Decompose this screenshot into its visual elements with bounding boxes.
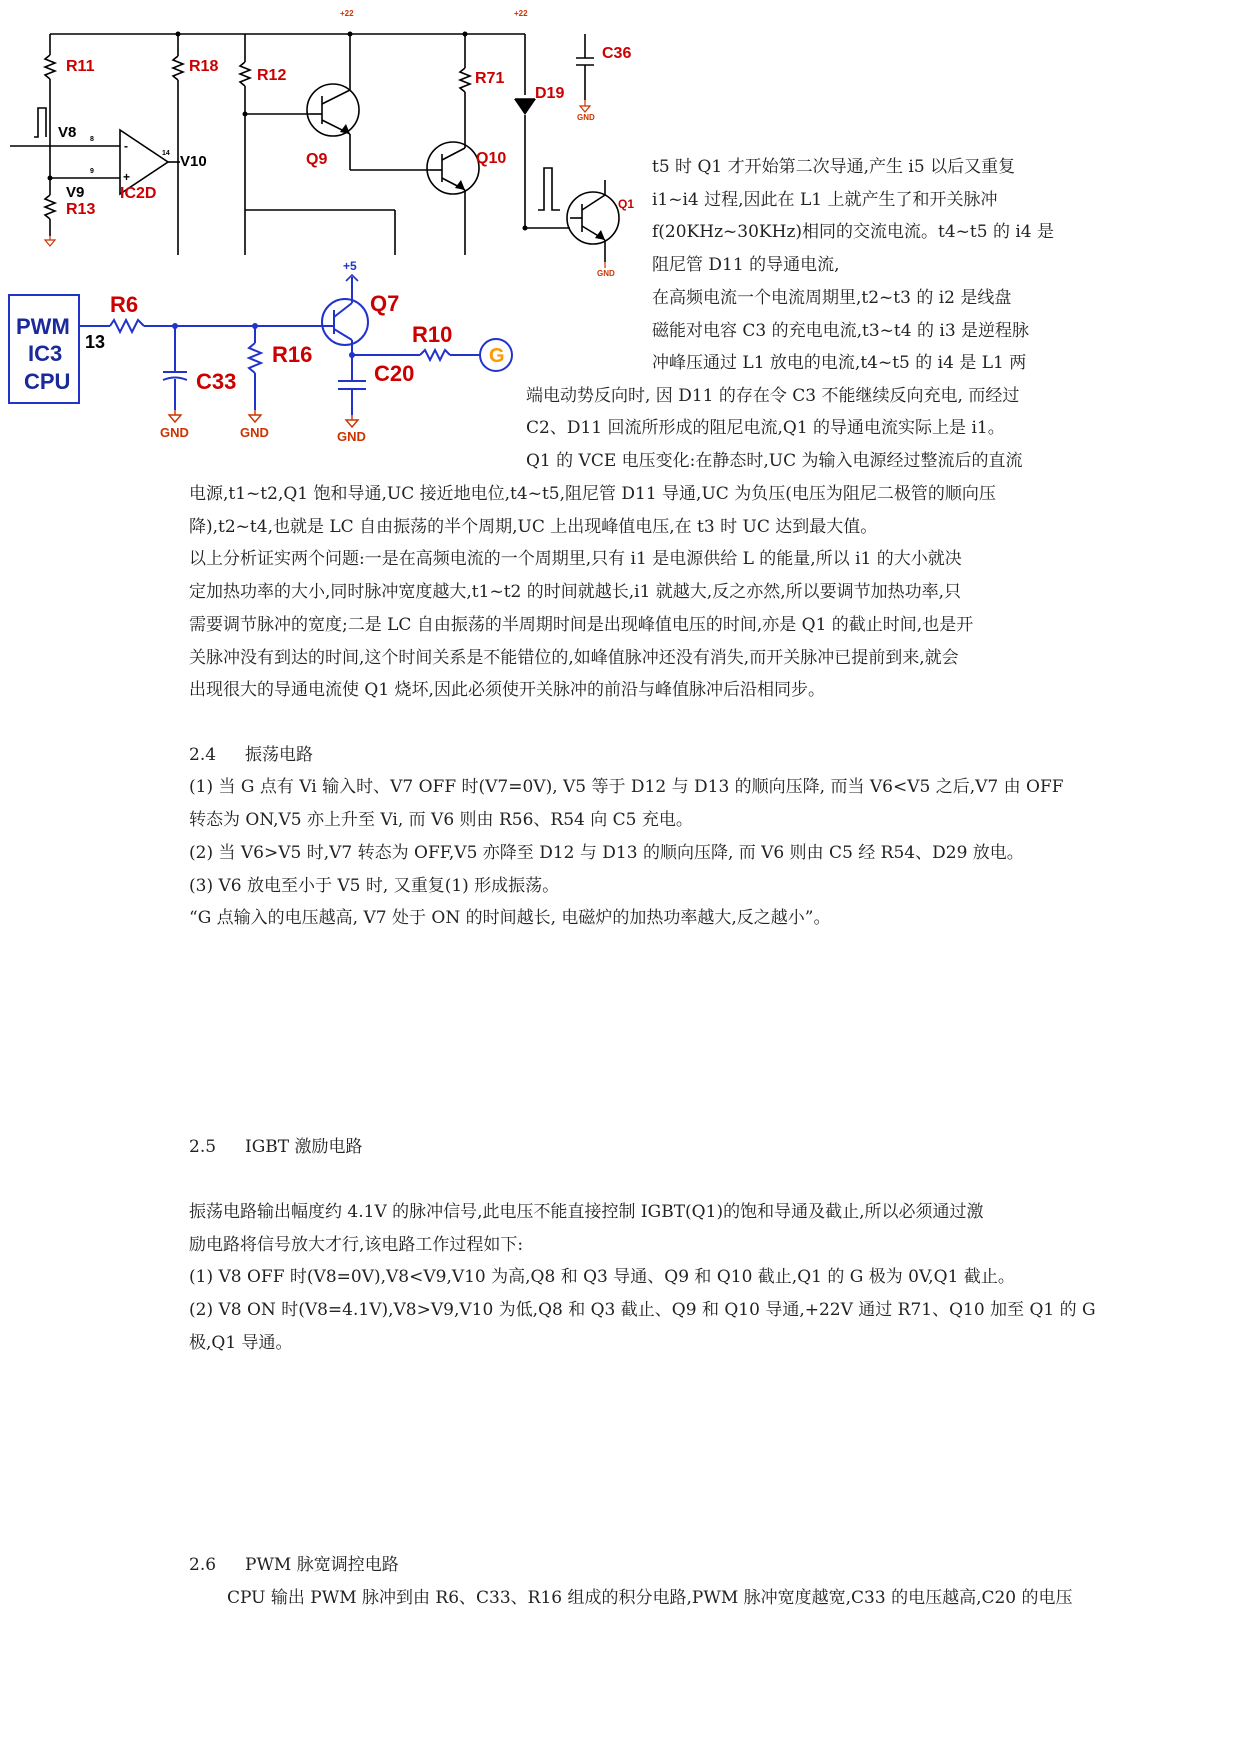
gnd-label-c20: GND — [337, 429, 366, 444]
r13-label: R13 — [66, 201, 96, 218]
text-line: 极,Q1 导通。 — [189, 1333, 293, 1353]
pwm-circuit-schematic — [0, 255, 528, 465]
text-line: (2) 当 V6>V5 时,V7 转态为 OFF,V5 亦降至 D12 与 D13 的顺向压降, 而 V6 则由 C5 经 R54、D29 放电。 — [189, 843, 1024, 863]
c20-label: C20 — [374, 361, 415, 386]
text-line: 磁能对电容 C3 的充电电流,t3~t4 的 i3 是逆程脉 — [652, 321, 1030, 341]
text-line: f(20KHz~30KHz)相同的交流电流。t4~t5 的 i4 是 — [652, 222, 1055, 242]
text-line: 降),t2~t4,也就是 LC 自由振荡的半个周期,UC 上出现峰值电压,在 t3 时 UC 达到最大值。 — [189, 517, 878, 537]
q1-label: Q1 — [618, 197, 635, 211]
section-heading-2-5 — [189, 1137, 363, 1157]
section-title: 振荡电路 — [245, 745, 313, 765]
section-number: 2.6 — [189, 1555, 217, 1575]
opamp-pin-14: 14 — [162, 150, 170, 157]
supply-22v-label-1: +22 — [340, 9, 354, 18]
text-line: “G 点输入的电压越高, V7 处于 ON 的时间越长, 电磁炉的加热功率越大,反之越小”。 — [189, 908, 831, 928]
ic2d-label: IC2D — [120, 185, 157, 202]
text-line: 在高频电流一个电流周期里,t2~t3 的 i2 是线盘 — [652, 288, 1012, 308]
text-line: i1~i4 过程,因此在 L1 上就产生了和开关脉冲 — [652, 190, 998, 210]
opamp-plus: + — [123, 170, 131, 184]
v8-label: V8 — [58, 124, 77, 141]
section-number: 2.5 — [189, 1137, 217, 1157]
q7-label: Q7 — [370, 291, 400, 316]
text-line: 转态为 ON,V5 亦上升至 Vi, 而 V6 则由 R56、R54 向 C5 充电。 — [189, 810, 693, 830]
opamp-pin-8: 8 — [90, 136, 94, 143]
gnd-label-c36: GND — [577, 113, 595, 122]
supply-5v-label: +5 — [343, 259, 357, 273]
section-title: PWM 脉宽调控电路 — [245, 1555, 399, 1575]
r10-label: R10 — [412, 322, 453, 347]
q10-label: Q10 — [476, 150, 507, 167]
text-line: 电源,t1~t2,Q1 饱和导通,UC 接近地电位,t4~t5,阻尼管 D11 导通,UC 为负压(电压为阻尼二极管的顺向压 — [189, 484, 996, 504]
text-line: t5 时 Q1 才开始第二次导通,产生 i5 以后又重复 — [652, 157, 1016, 177]
section-heading-2-4 — [189, 745, 313, 765]
text-line: 端电动势反向时, 因 D11 的存在令 C3 不能继续反向充电, 而经过 — [526, 386, 1020, 406]
r71-label: R71 — [475, 70, 505, 87]
r11-label: R11 — [66, 58, 95, 75]
r12-label: R12 — [257, 67, 287, 84]
q9-label: Q9 — [306, 151, 328, 168]
text-line: CPU 输出 PWM 脉冲到由 R6、C33、R16 组成的积分电路,PWM 脉冲宽度越宽,C33 的电压越高,C20 的电压 — [227, 1588, 1073, 1608]
pwm-label: PWM — [16, 314, 70, 339]
text-line: Q1 的 VCE 电压变化:在静态时,UC 为输入电源经过整流后的直流 — [526, 451, 1023, 471]
text-line: (1) 当 G 点有 Vi 输入时、V7 OFF 时(V7=0V), V5 等于 D12 与 D13 的顺向压降, 而当 V6<V5 之后,V7 由 OFF — [189, 777, 1064, 797]
pin-13-label: 13 — [85, 332, 106, 352]
c36-label: C36 — [602, 45, 632, 62]
g-node-label: G — [489, 345, 505, 367]
text-line: 振荡电路输出幅度约 4.1V 的脉冲信号,此电压不能直接控制 IGBT(Q1)的饱和导通及截止,所以必须通过激 — [189, 1202, 984, 1222]
text-line: (2) V8 ON 时(V8=4.1V),V8>V9,V10 为低,Q8 和 Q3 截止、Q9 和 Q10 导通,+22V 通过 R71、Q10 加至 Q1 的 G — [189, 1300, 1096, 1320]
ic3-label: IC3 — [28, 341, 63, 366]
r6-label: R6 — [110, 292, 139, 317]
gnd-label-r16: GND — [240, 425, 269, 440]
gnd-label-q1: GND — [597, 269, 615, 278]
text-line: 冲峰压通过 L1 放电的电流,t4~t5 的 i4 是 L1 两 — [652, 353, 1027, 373]
opamp-minus: - — [124, 139, 128, 153]
gnd-label-c33: GND — [160, 425, 189, 440]
text-line: 阻尼管 D11 的导通电流, — [652, 255, 840, 275]
text-line: 需要调节脉冲的宽度;二是 LC 自由振荡的半周期时间是出现峰值电压的时间,亦是 Q1 的截止时间,也是开 — [189, 615, 974, 635]
text-line: 定加热功率的大小,同时脉冲宽度越大,t1~t2 的时间就越长,i1 就越大,反之亦然,所以要调节加热功率,只 — [189, 582, 962, 602]
r16-label: R16 — [272, 342, 313, 367]
text-line: 以上分析证实两个问题:一是在高频电流的一个周期里,只有 i1 是电源供给 L 的能量,所以 i1 的大小就决 — [189, 549, 962, 569]
supply-22v-label-2: +22 — [514, 9, 528, 18]
section-heading-2-6 — [189, 1555, 399, 1575]
text-line: 出现很大的导通电流使 Q1 烧坏,因此必须使开关脉冲的前沿与峰值脉冲后沿相同步。 — [189, 680, 825, 700]
text-line: 关脉冲没有到达的时间,这个时间关系是不能错位的,如峰值脉冲还没有消失,而开关脉冲已提前到来,就会 — [189, 648, 959, 668]
cpu-label: CPU — [24, 369, 71, 394]
text-line: C2、D11 回流所形成的阻尼电流,Q1 的导通电流实际上是 i1。 — [526, 418, 1005, 438]
section-number: 2.4 — [189, 745, 217, 765]
text-line: (1) V8 OFF 时(V8=0V),V8<V9,V10 为高,Q8 和 Q3 导通、Q9 和 Q10 截止,Q1 的 G 极为 0V,Q1 截止。 — [189, 1267, 1015, 1287]
d19-label: D19 — [535, 85, 565, 102]
v10-label: V10 — [180, 153, 207, 170]
section-title: IGBT 激励电路 — [245, 1137, 363, 1157]
opamp-pin-9: 9 — [90, 168, 94, 175]
c33-label: C33 — [196, 369, 237, 394]
text-line: (3) V6 放电至小于 V5 时, 又重复(1) 形成振荡。 — [189, 876, 560, 896]
v9-label: V9 — [66, 184, 85, 201]
text-line: 励电路将信号放大才行,该电路工作过程如下: — [189, 1235, 524, 1255]
driver-circuit-schematic — [0, 0, 650, 278]
r18-label: R18 — [189, 58, 219, 75]
